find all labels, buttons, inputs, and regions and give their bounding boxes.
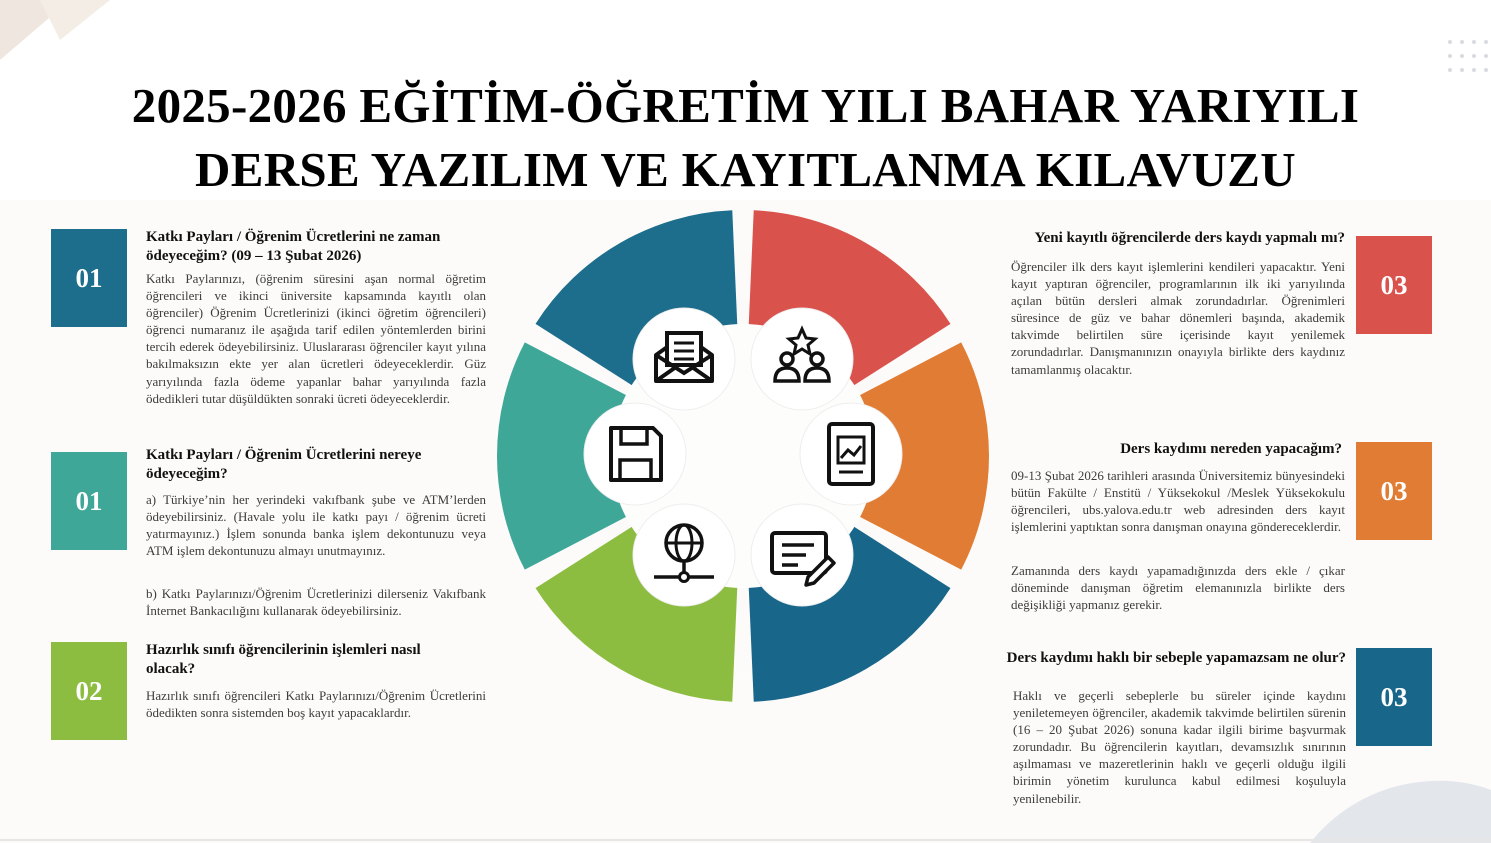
- step-badge-new-students: 03: [1356, 236, 1432, 334]
- section-text-add-drop: Zamanında ders kaydı yapamadığınızda ders ekle / çıkar döneminde danışman öğretim elemanınızla birlikte ders değişikliği yapmanız gerekir.: [1011, 563, 1345, 613]
- section-heading-prep-class: Hazırlık sınıfı öğrencilerinin işlemleri nasıl olacak?: [146, 642, 421, 677]
- step-badge-fee-when: 01: [51, 229, 127, 327]
- section-text-where-register: 09-13 Şubat 2026 tarihleri arasında Üniversitemiz bünyesindeki bütün Fakülte / Enstitü / Yüksekokul /Meslek Yüksekokulu öğrencileri, ubs.yalova.edu.tr web adresinden ders kayıt işlemlerini yaptıktan sonra danışman onayına göndereceklerdir.: [1011, 468, 1345, 535]
- section-text-fee-where-a: a) Türkiye’nin her yerindeki vakıfbank şube ve ATM’lerden ödeyebilirsiniz. (Havale yolu ile katkı payı / öğrenim ücreti yatırmayınız.) İşlem sonunda banka işlem dekontunuzu veya ATM işlem dekontunuzu almayı unutmayınız.: [146, 492, 486, 559]
- floppy-disk-icon: [584, 403, 686, 505]
- step-badge-fee-where: 01: [51, 452, 127, 550]
- section-text-new-students: Öğrenciler ilk ders kayıt işlemlerini kendileri yapacaktır. Yeni kayıt yaptıran öğrenciler, programlarının ilk iki yarıyılında açılan bütün dersleri almak zorundadırlar. Öğrenimleri süresince de güz ve bahar dönemleri başında, akademik takvimde belirtilen süre içerisinde kayıt yenilemek zorundadırlar. Danışmanınızın onayıyla birlikte ders kaydınız tamamlanmış olacaktır.: [1011, 259, 1345, 377]
- page-title-line-1: 2025-2026 EĞİTİM-ÖĞRETİM YILI BAHAR YARIYILI: [131, 78, 1360, 133]
- section-heading-excuse: Ders kaydımı haklı bir sebeple yapamazsam ne olur?: [1006, 650, 1346, 666]
- section-text-fee-when: Katkı Paylarınızı, (öğrenim süresini aşan normal öğretim öğrencileri ve ikinci üniversite kapsamında kayıtlı olan öğrenciler) Öğrenim Ücretlerinizi (ikinci öğretim öğrencileri) öğrenci numaranız ile aşağıda tarif edilen yöntemlerden birini tercih ederek ödeyebilirsiniz. Uluslararası öğrenciler kayıt yılına bakılmaksızın ekte yer alan ücretleri ödeyeceklerdir. Güz yarıyılında fazla ödeme yapanlar bahar yarıyılında fazla ödedikleri tutar düşüldükten sonraki ücreti ödeyeceklerdir.: [146, 271, 486, 406]
- envelope-icon: [633, 308, 735, 410]
- step-badge-excuse: 03: [1356, 648, 1432, 746]
- section-heading-where-register: Ders kaydımı nereden yapacağım?: [1120, 441, 1342, 457]
- cycle-diagram: [497, 210, 989, 702]
- network-globe-icon: [633, 504, 735, 606]
- section-text-prep-class: Hazırlık sınıfı öğrencileri Katkı Paylarınızı/Öğrenim Ücretlerini ödedikten sonra sistemden boş kayıt yapacaklardır.: [146, 688, 486, 721]
- step-badge-where-register: 03: [1356, 442, 1432, 540]
- section-text-excuse: Haklı ve geçerli sebeplerle bu süreler içinde kaydını yeniletemeyen öğrenciler, akademik takvimde belirtilen sürenin (16 – 20 Şubat 2026) sonuna kadar ilgili birime başvurmak zorundadır. Bu öğrencilerin kayıtları, devamsızlık sınırının aşılmaması ve mazeretlerinin haklı ve geçerli olduğu ilgili birimin yönetim kurulunca kabul edilmesi koşuluyla yenilenebilir.: [1013, 688, 1346, 806]
- section-heading-fee-where: Katkı Payları / Öğrenim Ücretlerini nereye ödeyeceğim?: [146, 447, 422, 482]
- section-heading-fee-when: Katkı Payları / Öğrenim Ücretlerini ne zaman ödeyeceğim? (09 – 13 Şubat 2026): [146, 229, 441, 264]
- section-text-fee-where-b: b) Katkı Paylarınızı/Öğrenim Ücretlerinizi dilerseniz Vakıfbank İnternet Bankacılığını kullanarak ödeyebilirsiniz.: [146, 586, 486, 619]
- page-title-line-2: DERSE YAZILIM VE KAYITLANMA KILAVUZU: [195, 142, 1296, 197]
- writing-form-icon: [751, 504, 853, 606]
- award-team-icon: [751, 308, 853, 410]
- section-heading-new-students: Yeni kayıtlı öğrencilerde ders kaydı yapmalı mı?: [1034, 230, 1345, 246]
- tablet-chart-icon: [800, 403, 902, 505]
- step-badge-prep-class: 02: [51, 642, 127, 740]
